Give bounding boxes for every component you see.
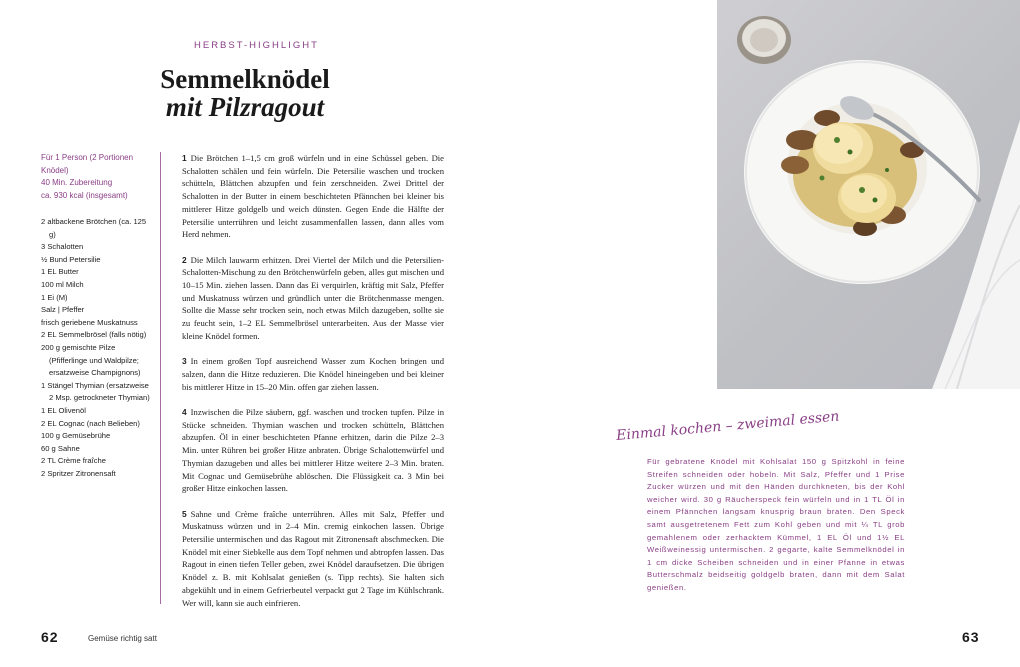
running-footer: Gemüse richtig satt: [88, 634, 157, 643]
ingredient-item: 3 Schalotten: [41, 242, 84, 252]
step-number: 1: [182, 153, 187, 163]
ingredient-item: 60 g Sahne: [41, 443, 80, 453]
ingredient-item: 2 altbackene Brötchen (ca. 125 g): [41, 217, 147, 239]
ingredient-item: ½ Bund Petersilie: [41, 254, 101, 264]
servings-text: Für 1 Person (2 Portionen Knödel): [41, 153, 134, 175]
ingredient-item: 2 TL Crème fraîche: [41, 456, 106, 466]
dish-photo-illustration: [717, 0, 1020, 389]
ingredient-item: 100 ml Milch: [41, 279, 84, 289]
ingredient-item: 2 EL Cognac (nach Belieben): [41, 418, 140, 428]
page-number-right: 63: [962, 629, 980, 645]
dish-photo: [717, 0, 1020, 389]
ingredient-item: 2 EL Semmelbrösel (falls nötig): [41, 330, 147, 340]
recipe-meta: [41, 152, 151, 202]
calories-text: ca. 930 kcal (insgesamt): [41, 190, 128, 200]
ingredient-list: [41, 216, 153, 480]
section-kicker: HERBST-HIGHLIGHT: [194, 40, 319, 51]
step-2: [182, 254, 444, 343]
step-text: Sahne und Crème fraîche unterrühren. Alles mit Salz, Pfeffer und Muskatnuss würzen und in 2–4 Min. cremig einkochen lassen. Übrige Petersilie untermischen und das Ragout mit Zitronensaft abschmecken. Die Knödel mit einer Siebkelle aus dem Topf nehmen und abtropfen lassen. Das Ragout in einen tiefen Teller geben, zwei Knödel daraufsetzen. Die übrigen Knödel z. B. mit Kohlsalat genießen (s. Tipp rechts). Sie halten sich abgekühlt und in einem Gefrierbeutel verpackt gut 2 Tage im Kühlschrank. Wer will, kann sie auch einfrieren.: [182, 508, 444, 608]
tip-text: Für gebratene Knödel mit Kohlsalat 150 g Spitzkohl in feine Streifen schneiden oder hobeln. Mit Salz, Pfeffer und 1 Prise Zucker würzen und mit den Händen durchkneten, bis der Kohl weicher wird. 30 g Räucherspeck fein würfeln und in 1 TL Öl in einem Pfännchen langsam knusprig braun braten. Den Speck samt ausgetretenem Fett zum Kohl geben und mit ¼ TL grob gemahlenem oder zerhacktem Kümmel, 1 EL Öl und 1½ EL Weißweinessig untermischen. 2 gegarte, kalte Semmelknödel in 1 cm dicke Scheiben schneiden und in einer Pfanne in etwas Butterschmalz beidseitig goldgelb braten, dann mit dem Salat genießen.: [647, 457, 905, 592]
step-text: Die Milch lauwarm erhitzen. Drei Viertel der Milch und die Petersilien-Schalotten-Mischung zu den Brötchenwürfeln geben, alles gut mischen und 10–15 Min. ziehen lassen. Dann das Ei verquirlen, kräftig mit Salz, Pfeffer und Muskatnuss würzen und gründlich unter die Brötchenmasse mengen. Sollte die Masse sehr trocken sein, noch etwas Milch dazugeben, sollte sie zu feucht sein, 1–2 EL Semmelbrösel unterarbeiten. Aus der Masse vier kleine Knödel formen.: [182, 254, 444, 341]
step-number: 5: [182, 508, 187, 519]
step-3: [182, 355, 444, 393]
step-text: Die Brötchen 1–1,5 cm groß würfeln und in eine Schüssel geben. Die Schalotten schälen und fein würfeln. Die Petersilie waschen und trocken schütteln, Blättchen abzupfen und fein zerschneiden. Zwei Drittel der Schalotten in der Butter in einem beschichteten Pfännchen bei kleiner bis mittlerer Hitze goldgelb und weich dünsten. Gegen Ende die Hälfte der Petersilie unterrühren und leicht zusammenfallen lassen, dann alles vom Herd nehmen.: [182, 153, 444, 240]
recipe-title: Semmelknödel: [160, 64, 330, 94]
step-text: In einem großen Topf ausreichend Wasser zum Kochen bringen und salzen, dann die Hitze reduzieren. Die Knödel hineingeben und bei kleiner bis mittlerer Hitze in 15–20 Min. offen gar ziehen lassen.: [182, 356, 444, 392]
page-number-left: 62: [41, 629, 59, 645]
step-5: [182, 508, 444, 610]
tip-heading: Einmal kochen – zweimal essen: [615, 408, 841, 444]
ingredient-item: 2 Spritzer Zitronensaft: [41, 468, 116, 478]
step-text: Inzwischen die Pilze säubern, ggf. waschen und trocken tupfen. Pilze in Stücke schneiden. Thymian waschen und trocken schütteln, Blättchen abzupfen. Öl in einer beschichteten Pfanne erhitzen, darin die Pilze 2–3 Min. unter Rühren bei großer Hitze anbraten. Übrige Schalottenwürfel und Thymian dazugeben und alles bei mittlerer Hitze weitere 2–3 Min. braten. Mit Cognac und Gemüsebrühe ablöschen. Die Flüssigkeit ca. 3 Min bei großer Hitze einkochen lassen.: [182, 407, 444, 494]
step-number: 2: [182, 254, 187, 265]
step-1: [182, 152, 444, 241]
ingredient-item: 1 EL Olivenöl: [41, 405, 86, 415]
ingredient-item: 1 Stängel Thymian (ersatzweise 2 Msp. getrockneter Thymian): [41, 380, 150, 403]
ingredient-item: 1 EL Butter: [41, 267, 79, 277]
method-steps: [182, 152, 444, 622]
ingredient-item: 200 g gemischte Pilze (Pfifferlinge und Waldpilze; ersatzweise Champignons): [41, 342, 141, 378]
step-number: 4: [182, 407, 187, 418]
recipe-subtitle: mit Pilzragout: [165, 92, 325, 122]
prep-time-text: 40 Min. Zubereitung: [41, 178, 113, 188]
ingredient-item: 100 g Gemüsebrühe: [41, 431, 111, 441]
ingredient-item: frisch geriebene Muskatnuss: [41, 317, 138, 327]
ingredient-item: 1 Ei (M): [41, 292, 68, 302]
column-divider: [160, 152, 161, 604]
step-4: [182, 406, 444, 495]
ingredient-item: Salz | Pfeffer: [41, 305, 85, 315]
step-number: 3: [182, 356, 187, 367]
